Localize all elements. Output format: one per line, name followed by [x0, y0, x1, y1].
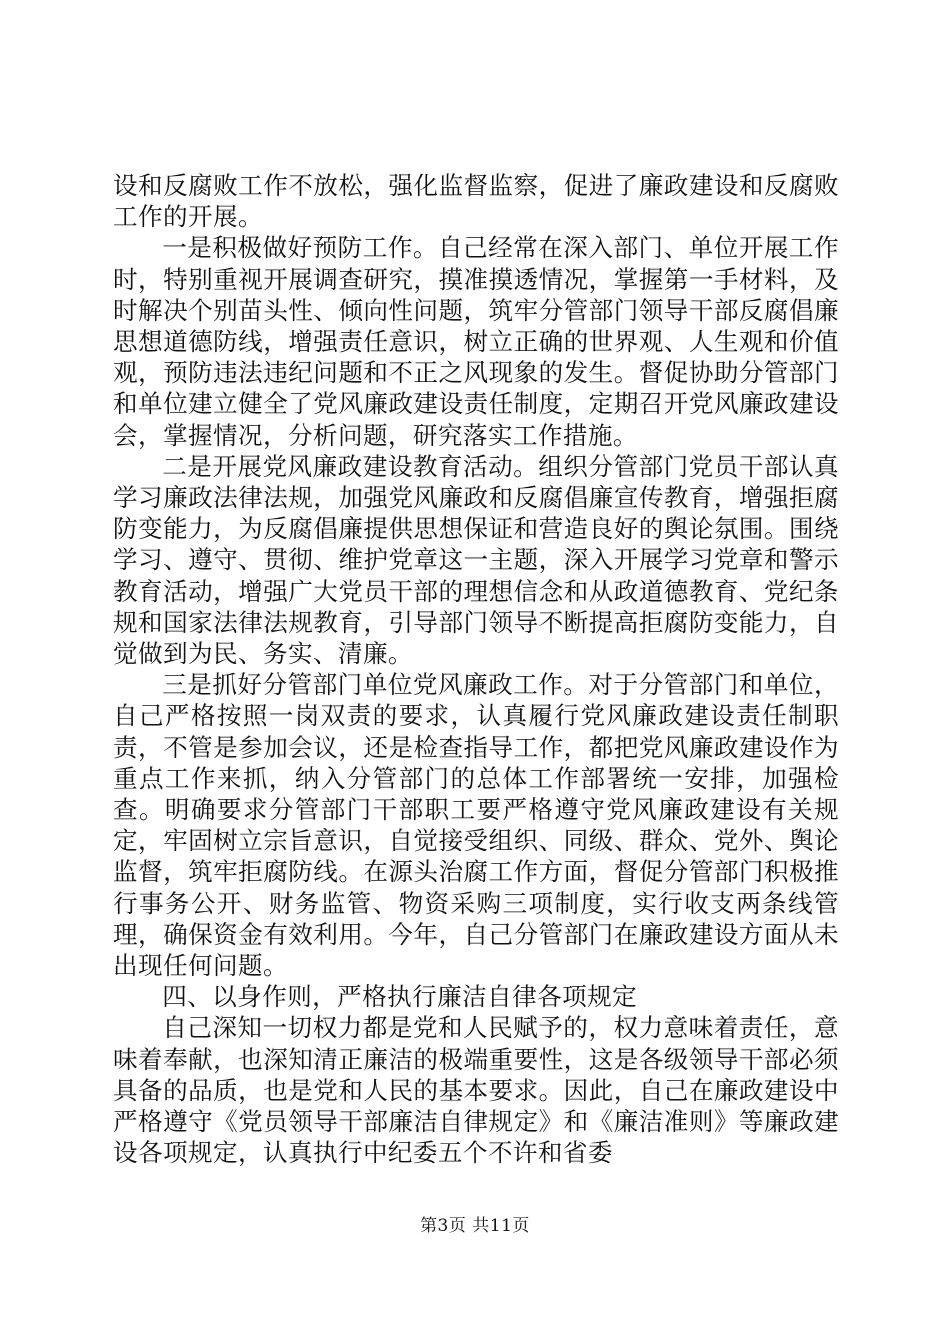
paragraph-prevention-work: 一是积极做好预防工作。自己经常在深入部门、单位开展工作时，特别重视开展调查研究，摸准摸透情况，掌握第一手材料，及时解决个别苗头性、倾向性问题，筑牢分管部门领导干部反腐倡廉思想道德防线，增强责任意识，树立正确的世界观、人生观和价值观，预防违法违纪问题和不正之风现象的发生。督促协助分管部门和单位建立健全了党风廉政建设责任制度，定期召开党风廉政建设会，掌握情况，分析问题，研究落实工作措施。	[113, 233, 839, 450]
section-heading-four: 四、以身作则，严格执行廉洁自律各项规定	[162, 982, 638, 1012]
paragraph-department-work: 三是抓好分管部门单位党风廉政工作。对于分管部门和单位，自己严格按照一岗双责的要求，认真履行党风廉政建设责任制职责，不管是参加会议，还是检查指导工作，都把党风廉政建设作为重点工作来抓，纳入分管部门的总体工作部署统一安排，加强检查。明确要求分管部门干部职工要严格遵守党风廉政建设有关规定，牢固树立宗旨意识，自觉接受组织、同级、群众、党外、舆论监督，筑牢拒腐防线。在源头治腐工作方面，督促分管部门积极推行事务公开、财务监管、物资采购三项制度，实行收支两条线管理，确保资金有效利用。今年，自己分管部门在廉政建设方面从未出现任何问题。	[113, 670, 839, 981]
paragraph-education-activities: 二是开展党风廉政建设教育活动。组织分管部门党员干部认真学习廉政法律法规，加强党风廉政和反腐倡廉宣传教育，增强拒腐防变能力，为反腐倡廉提供思想保证和营造良好的舆论氛围。围绕学习、遵守、贯彻、维护党章这一主题，深入开展学习党章和警示教育活动，增强广大党员干部的理想信念和从政道德教育、党纪条规和国家法律法规教育，引导部门领导不断提高拒腐防变能力，自觉做到为民、务实、清廉。	[113, 451, 839, 669]
paragraph-self-discipline: 自己深知一切权力都是党和人民赋予的，权力意味着责任，意味着奉献，也深知清正廉洁的极端重要性，这是各级领导干部必须具备的品质，也是党和人民的基本要求。因此，自己在廉政建设中严格遵守《党员领导干部廉洁自律规定》和《廉洁准则》等廉政建设各项规定，认真执行中纪委五个不许和省委	[113, 1013, 839, 1168]
page-number-footer: 第3页 共11页	[420, 1216, 530, 1236]
document-body	[113, 170, 839, 1169]
paragraph-continuation: 设和反腐败工作不放松，强化监督监察，促进了廉政建设和反腐败工作的开展。	[113, 171, 839, 232]
